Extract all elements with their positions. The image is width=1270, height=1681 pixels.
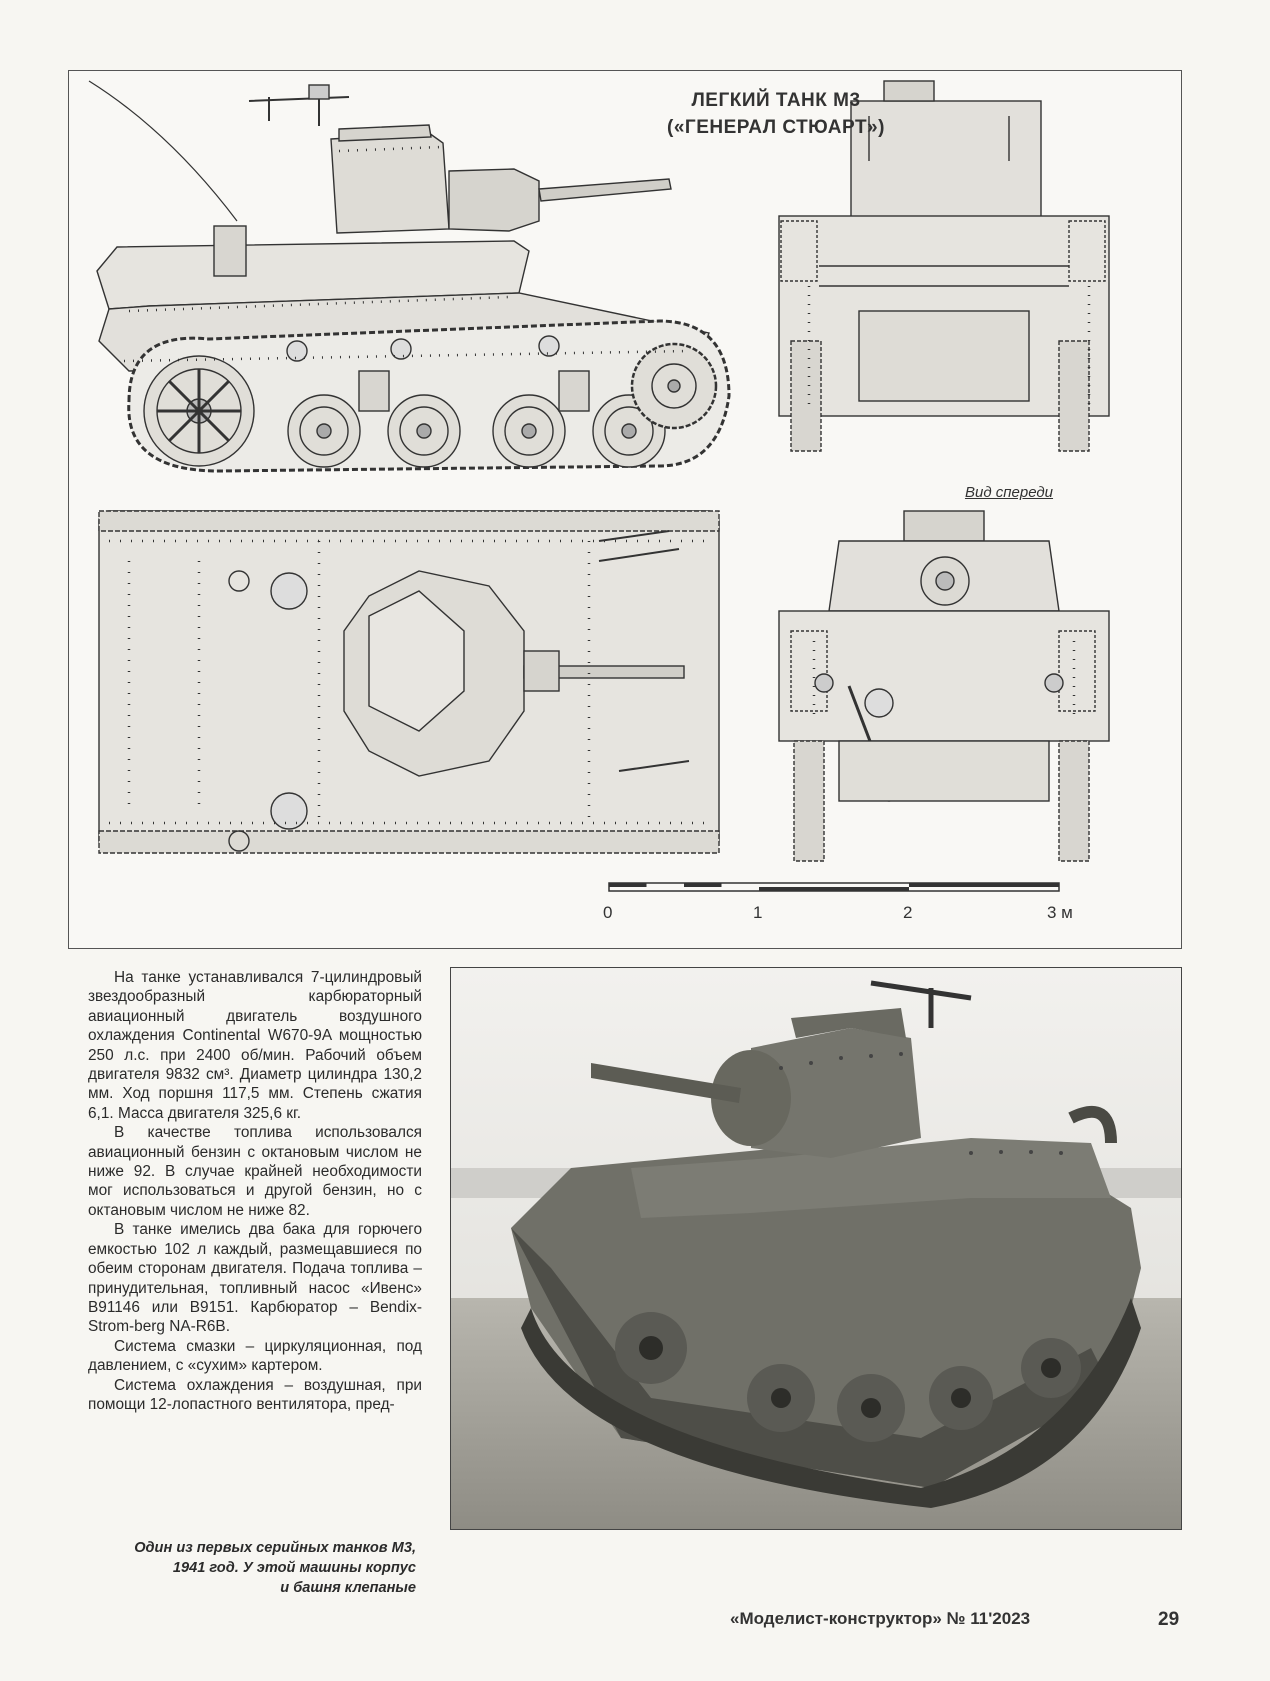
scale-bar [609, 883, 1059, 891]
tank-blueprints [69, 71, 1183, 950]
rear-view-drawing [779, 511, 1109, 861]
scale-label-0: 0 [603, 903, 613, 922]
article-text [88, 968, 422, 1414]
photo-caption-line3: и башня клепаные [280, 1580, 416, 1596]
scale-label-2: 2 [903, 903, 913, 922]
drawings-panel [68, 70, 1182, 949]
photo-caption [80, 1538, 416, 1598]
drawing-title [651, 87, 901, 141]
scale-label-1: 1 [753, 903, 763, 922]
tank-photo [450, 967, 1182, 1530]
magazine-footer: «Моделист-конструктор» № 11'2023 [730, 1609, 1031, 1628]
article-paragraph: В качестве топлива использовался авиационный бензин с октановым числом не ниже 92. В случае крайней необходимости мог использоваться и другой бензин, но с октановым числом не ниже 82. [88, 1124, 422, 1219]
article-paragraph: На танке устанавливался 7-цилиндровый звездообразный карбюраторный авиационный двигатель воздушного охлаждения Continental W670-9A мощностью 250 л.с. при 2400 об/мин. Рабочий объем двигателя 9832 см³. Диаметр цилиндра 130,2 мм. Ход поршня 117,5 мм. Степень сжатия 6,1. Масса двигателя 325,6 кг. [88, 969, 422, 1122]
photo-caption-line1: Один из первых серийных танков М3, [134, 1540, 416, 1556]
photo-caption-line2: 1941 год. У этой машины корпус [172, 1560, 416, 1576]
article-paragraph: Система смазки – циркуляционная, под давлением, с «сухим» картером. [88, 1337, 422, 1375]
scale-label-3: 3 м [1047, 903, 1073, 922]
top-view-drawing [99, 511, 719, 853]
front-view-label: Вид спереди [964, 484, 1054, 501]
article-paragraph: В танке имелись два бака для горючего емкостью 102 л каждый, размещавшиеся по обеим сторонам двигателя. Подача топлива – принудительная, топливный насос «Ивенс» B91146 или B9151. Карбюратор – Bendix-Strom-berg NA-R6B. [88, 1221, 422, 1336]
article-paragraph: Система охлаждения – воздушная, при помощи 12-лопастного вентилятора, пред- [88, 1376, 422, 1413]
side-view-drawing [89, 81, 729, 471]
page-number: 29 [1158, 1609, 1180, 1630]
drawing-title-line1: ЛЕГКИЙ ТАНК М3 [691, 90, 861, 111]
tank-photo-illustration [451, 968, 1182, 1530]
drawing-title-line2: («ГЕНЕРАЛ СТЮАРТ») [667, 117, 885, 138]
